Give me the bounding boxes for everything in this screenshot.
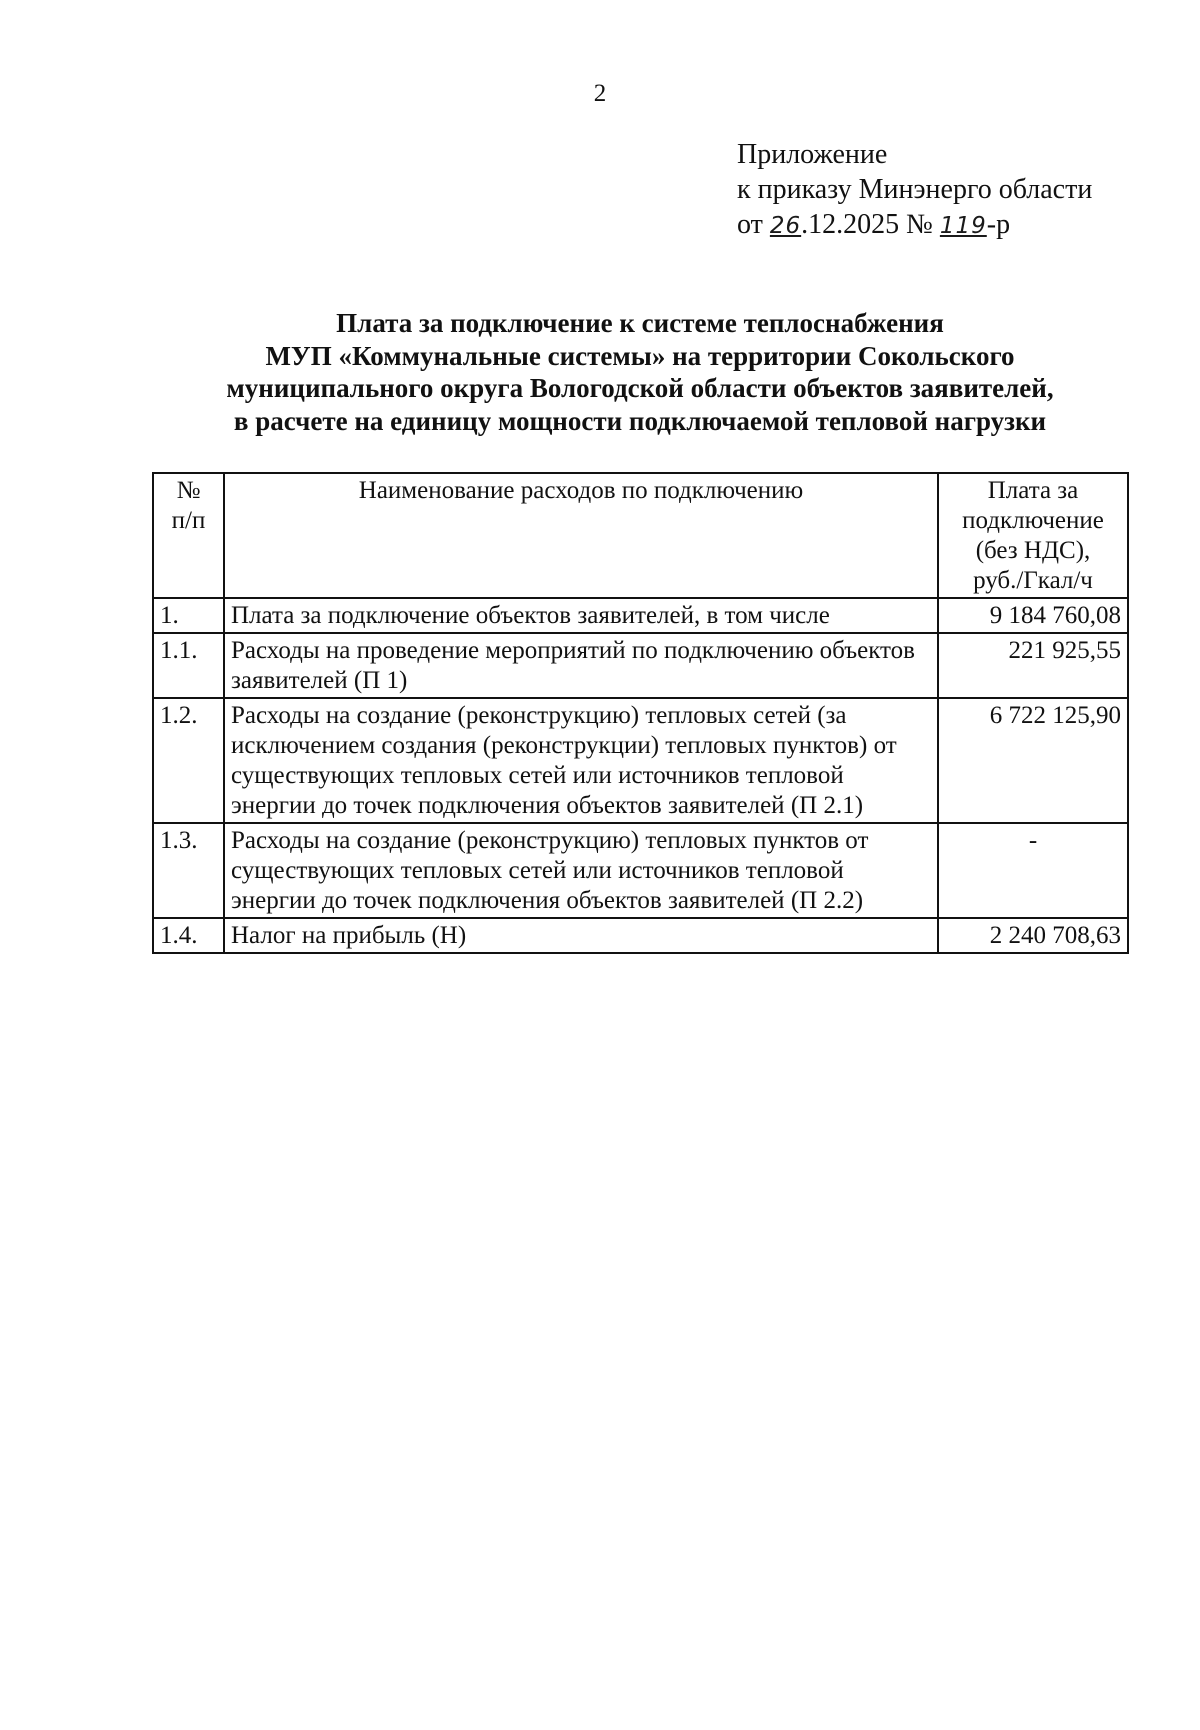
row-expense-name: Расходы на создание (реконструкцию) тепловых сетей (за исключением создания (реконструкции) тепловых пунктов) от существующих тепловых сетей или источников тепловой энергии до точек подключения объектов заявителей (П 2.1): [224, 698, 938, 823]
header-fee-line-4: руб./Гкал/ч: [973, 567, 1093, 594]
row-number: 1.4.: [153, 918, 224, 953]
title-line-2: МУП «Коммунальные системы» на территории Сокольского: [265, 340, 1015, 371]
title-line-1: Плата за подключение к системе теплоснабжения: [336, 308, 944, 338]
date-rest: .12.2025 №: [801, 209, 933, 240]
appendix-block: [737, 137, 1092, 244]
row-fee-value: 9 184 760,08: [938, 598, 1128, 633]
connection-fee-table: [152, 472, 1129, 954]
title-line-4: в расчете на единицу мощности подключаемой тепловой нагрузки: [233, 405, 1047, 436]
header-fee-line-1: Плата за: [987, 477, 1079, 504]
header-number: [153, 473, 224, 598]
row-expense-name: Расходы на создание (реконструкцию) тепловых пунктов от существующих тепловых сетей или источников тепловой энергии до точек подключения объектов заявителей (П 2.2): [224, 823, 938, 918]
table-row: [153, 598, 1128, 633]
row-number: 1.2.: [153, 698, 224, 823]
row-number: 1.1.: [153, 633, 224, 698]
table-row: [153, 698, 1128, 823]
appendix-order-reference: к приказу Минэнерго области: [737, 174, 1093, 205]
header-expense-name: Наименование расходов по подключению: [224, 473, 938, 598]
page-number: 2: [593, 80, 607, 107]
row-expense-name: Плата за подключение объектов заявителей, в том числе: [224, 598, 938, 633]
title-line-3: муниципального округа Вологодской области объектов заявителей,: [226, 373, 1054, 403]
header-fee-line-2: подключение: [962, 507, 1104, 534]
row-number: 1.3.: [153, 823, 224, 918]
handwritten-day: 26: [769, 213, 802, 239]
header-number-line-1: №: [176, 477, 201, 504]
table-row: [153, 918, 1128, 953]
appendix-label: Приложение: [737, 139, 888, 170]
row-fee-value: -: [938, 823, 1128, 918]
order-suffix: -р: [986, 209, 1011, 240]
row-fee-value: 6 722 125,90: [938, 698, 1128, 823]
row-expense-name: Расходы на проведение мероприятий по подключению объектов заявителей (П 1): [224, 633, 938, 698]
document-title: [150, 307, 1130, 437]
header-number-line-2: п/п: [171, 507, 206, 534]
handwritten-order-number: 119: [939, 213, 987, 239]
row-fee-value: 221 925,55: [938, 633, 1128, 698]
appendix-date-line: [737, 207, 1092, 244]
table-row: [153, 823, 1128, 918]
header-fee-line-3: (без НДС),: [975, 537, 1091, 564]
table-row: [153, 633, 1128, 698]
row-fee-value: 2 240 708,63: [938, 918, 1128, 953]
row-expense-name: Налог на прибыль (Н): [224, 918, 938, 953]
table-header-row: [153, 473, 1128, 598]
date-prefix: от: [737, 209, 763, 240]
header-fee: [938, 473, 1128, 598]
row-number: 1.: [153, 598, 224, 633]
